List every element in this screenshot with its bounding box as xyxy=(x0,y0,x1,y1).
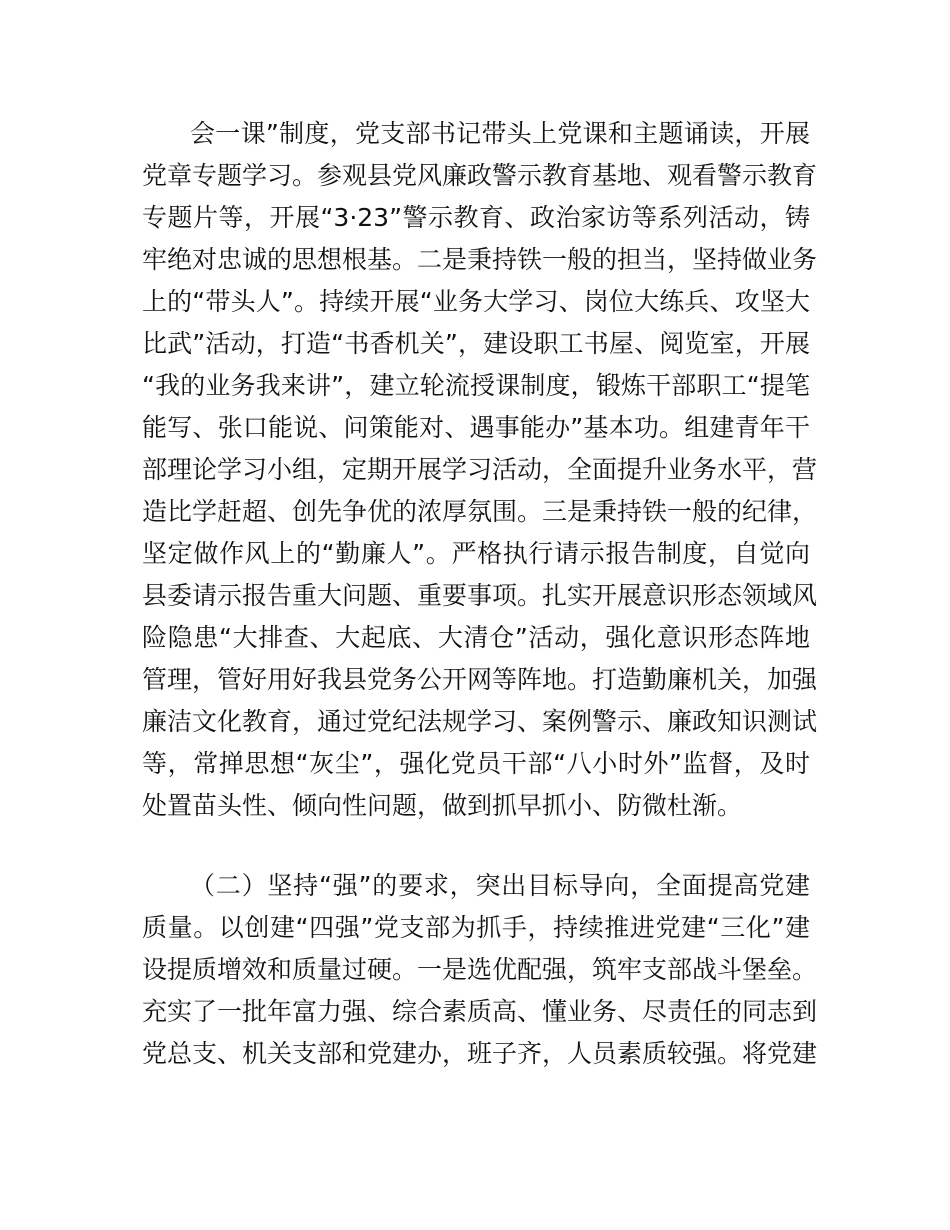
paragraph-line: 县委请示报告重大问题、重要事项。扎实开展意识形态领域风 xyxy=(142,581,818,610)
paragraph-line: 坚定做作风上的“勤廉人”。严格执行请示报告制度，自觉向 xyxy=(142,539,810,568)
paragraph-line: （二）坚持“强”的要求，突出目标导向，全面提高党建 xyxy=(190,871,810,900)
paragraph-line: 设提质增效和质量过硬。一是选优配强，筑牢支部战斗堡垒。 xyxy=(142,955,818,984)
paragraph-line: 等，常掸思想“灰尘”，强化党员干部“八小时外”监督，及时 xyxy=(142,749,810,778)
paragraph-line: 党总支、机关支部和党建办，班子齐，人员素质较强。将党建 xyxy=(142,1039,818,1068)
paragraph-line: 部理论学习小组，定期开展学习活动，全面提升业务水平，营 xyxy=(142,455,818,484)
paragraph-line: 牢绝对忠诚的思想根基。二是秉持铁一般的担当，坚持做业务 xyxy=(142,245,818,274)
paragraph-line: 管理，管好用好我县党务公开网等阵地。打造勤廉机关，加强 xyxy=(142,665,818,694)
paragraph-line: 造比学赶超、创先争优的浓厚氛围。三是秉持铁一般的纪律， xyxy=(142,497,818,526)
paragraph-line: 专题片等，开展“3·23”警示教育、政治家访等系列活动，铸 xyxy=(142,203,810,232)
paragraph-line: 上的“带头人”。持续开展“业务大学习、岗位大练兵、攻坚大 xyxy=(142,287,810,316)
paragraph-line: 比武”活动，打造“书香机关”，建设职工书屋、阅览室，开展 xyxy=(142,329,810,358)
paragraph-line: 党章专题学习。参观县党风廉政警示教育基地、观看警示教育 xyxy=(142,161,818,190)
paragraph-line: 处置苗头性、倾向性问题，做到抓早抓小、防微杜渐。 xyxy=(142,791,743,820)
paragraph-line: “我的业务我来讲”，建立轮流授课制度，锻炼干部职工“提笔 xyxy=(142,371,810,400)
paragraph-line: 能写、张口能说、问策能对、遇事能办”基本功。组建青年干 xyxy=(142,413,810,442)
paragraph-line: 险隐患“大排查、大起底、大清仓”活动，强化意识形态阵地 xyxy=(142,623,810,652)
paragraph-line: 质量。以创建“四强”党支部为抓手，持续推进党建“三化”建 xyxy=(142,913,810,942)
paragraph-line: 充实了一批年富力强、综合素质高、懂业务、尽责任的同志到 xyxy=(142,997,818,1026)
paragraph-line: 会一课”制度，党支部书记带头上党课和主题诵读，开展 xyxy=(190,119,810,148)
paragraph-line: 廉洁文化教育，通过党纪法规学习、案例警示、廉政知识测试 xyxy=(142,707,818,736)
